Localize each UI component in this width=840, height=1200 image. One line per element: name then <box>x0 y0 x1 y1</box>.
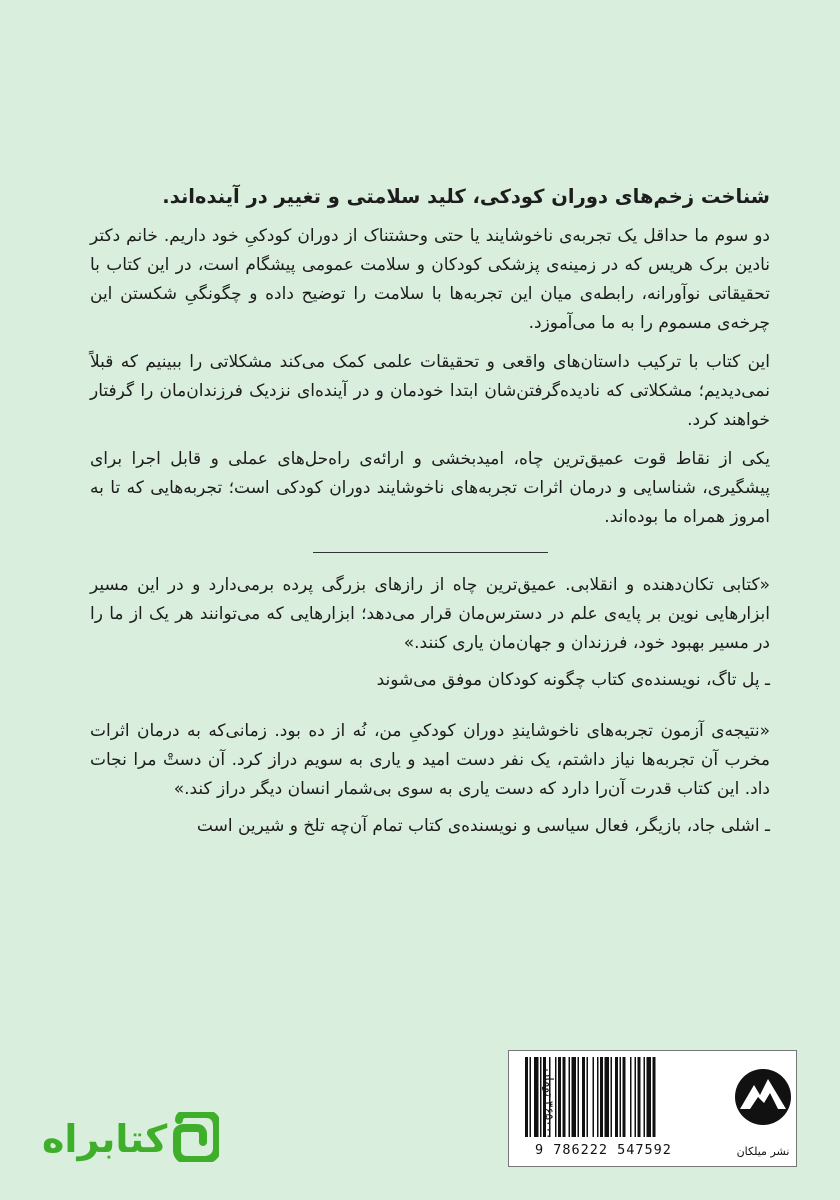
endorsement-attribution: ـ پل تاگ، نویسنده‌ی کتاب چگونه کودکان موفق می‌شوند <box>376 670 770 690</box>
blurb-text-block <box>90 182 770 863</box>
blurb-paragraph: دو سوم ما حداقل یک تجربه‌ی ناخوشایند یا حتی وحشتناک از دوران کودکیِ خود داریم. خانم دکتر نادین برک هریس که در زمینه‌ی پزشکی کودکان و سلامت عمومی پیشگام است، در این کتاب با تحقیقاتی نوآورانه، رابطه‌ی میان این تجربه‌ها با سلامت را توضیح داده و چگونگیِ شکستن این چرخه‌ی مسموم را به ما می‌آموزد. <box>90 226 770 333</box>
endorsement-attribution: ـ اشلی جاد، بازیگر، فعال سیاسی و نویسنده‌ی کتاب تمام آن‌چه تلخ و شیرین است <box>196 816 770 836</box>
publisher-name: نشر میلکان <box>736 1145 790 1158</box>
headline: شناخت زخم‌های دوران کودکی، کلید سلامتی و تغییر در آینده‌اند. <box>162 185 770 208</box>
blurb-paragraph: یکی از نقاط قوت عمیق‌ترین چاه، امیدبخشی و ارائه‌ی راه‌حل‌های عملی و قابل اجرا برای پیشگیری، شناسایی و درمان اثرات تجربه‌های ناخوشایند دوران کودکی است؛ تجربه‌هایی که تا به امروز همراه ما بوده‌اند. <box>90 449 770 527</box>
cover-footer <box>0 1050 840 1180</box>
price-label: ۳۶۵۰۰۰ تومان <box>542 1068 556 1140</box>
mountains-icon <box>730 1051 796 1143</box>
store-logo <box>42 1108 222 1170</box>
divider-rule <box>313 552 548 553</box>
endorsement-quote: «نتیجه‌ی آزمون تجربه‌های ناخوشایندِ دوران کودکیِ من، نُه از ده بود. زمانی‌که به درمان اثرات مخرب آن تجربه‌ها نیاز داشتم، یک نفر دست امید و یاری به سویم دراز کرد. آن دستْ مرا نجات داد. این کتاب قدرت آن‌را دارد که دست یاری به سوی بی‌شمار انسان دیگر دراز کند.» <box>90 721 770 799</box>
isbn-number: 9 786222 547592 <box>535 1142 672 1158</box>
publisher-logo-panel <box>730 1050 797 1167</box>
store-logo-text: کتابراه <box>42 1117 168 1161</box>
ketabrah-leaf-icon <box>173 1112 219 1166</box>
endorsement-quote: «کتابی تکان‌دهنده و انقلابی. عمیق‌ترین چاه از رازهای بزرگی پرده برمی‌دارد و در این مسیر ابزارهایی نوین بر پایه‌ی علم در دسترس‌مان قرار می‌دهد؛ ابزارهایی که می‌توانند هر یک از ما را در مسیر بهبود خود، فرزندان و جهان‌مان یاری کنند.» <box>90 575 770 653</box>
barcode-panel <box>508 1050 732 1167</box>
blurb-paragraph: این کتاب با ترکیب داستان‌های واقعی و تحقیقات علمی کمک می‌کند مشکلاتی را ببینیم که قبلاً نمی‌دیدیم؛ مشکلاتی که نادیده‌گرفتن‌شان ابتدا خودمان و در آینده‌ای نزدیک فرزندان‌مان را گرفتار خواهند کرد. <box>90 352 770 430</box>
